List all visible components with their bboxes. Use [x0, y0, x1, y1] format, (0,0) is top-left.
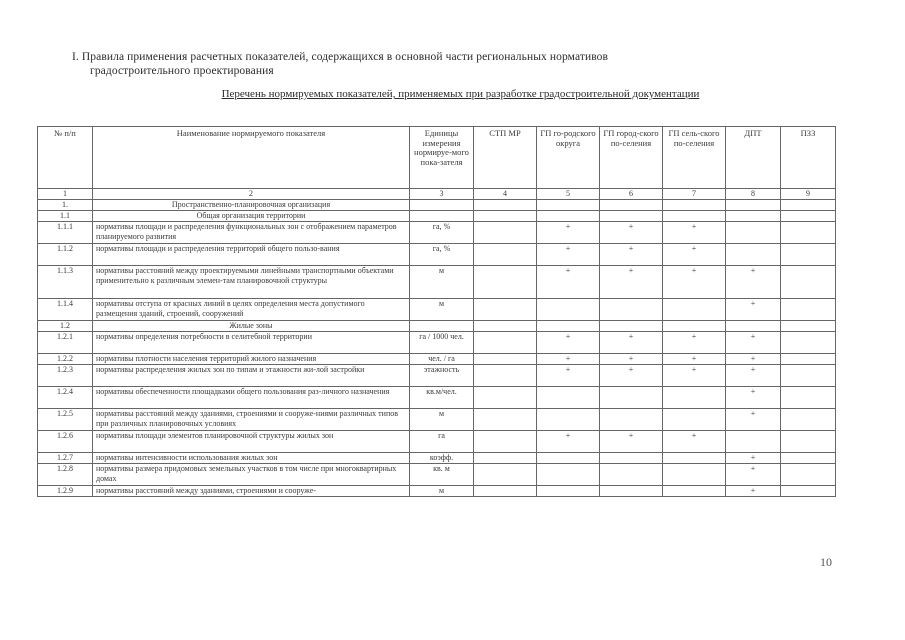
- applicability-cell: +: [537, 365, 600, 387]
- applicability-cell: +: [537, 332, 600, 354]
- applicability-cell: [781, 321, 836, 332]
- indicator-name: нормативы интенсивности использования жилых зон: [93, 453, 410, 464]
- indicator-name: нормативы определения потребности в селитебной территории: [93, 332, 410, 354]
- header-cell-gp-city-district: ГП го-родского округа: [537, 127, 600, 189]
- indicator-name: нормативы площади элементов планировочной структуры жилых зон: [93, 431, 410, 453]
- applicability-cell: +: [663, 222, 726, 244]
- applicability-cell: [663, 409, 726, 431]
- applicability-cell: [781, 299, 836, 321]
- table-row: [38, 354, 836, 365]
- applicability-cell: +: [726, 453, 781, 464]
- unit-cell: м: [410, 409, 474, 431]
- column-number: 4: [474, 189, 537, 200]
- header-cell-dpt: ДПТ: [726, 127, 781, 189]
- applicability-cell: [781, 486, 836, 497]
- applicability-cell: [726, 200, 781, 211]
- row-number: 1.2.6: [38, 431, 93, 453]
- applicability-cell: +: [726, 486, 781, 497]
- indicator-name: нормативы площади и распределения функциональных зон с отображением параметров планируемого развития: [93, 222, 410, 244]
- row-number: 1.2.1: [38, 332, 93, 354]
- applicability-cell: [537, 409, 600, 431]
- row-number: 1.1.2: [38, 244, 93, 266]
- indicator-name: нормативы размера придомовых земельных участков в том числе при многоквартирных домах: [93, 464, 410, 486]
- unit-cell: [410, 321, 474, 332]
- applicability-cell: [600, 200, 663, 211]
- applicability-cell: [474, 453, 537, 464]
- applicability-cell: [663, 321, 726, 332]
- applicability-cell: [781, 266, 836, 299]
- applicability-cell: [474, 365, 537, 387]
- table-row: [38, 365, 836, 387]
- applicability-cell: [663, 486, 726, 497]
- indicator-name: нормативы площади и распределения территорий общего пользо-вания: [93, 244, 410, 266]
- applicability-cell: +: [537, 222, 600, 244]
- applicability-cell: [474, 409, 537, 431]
- applicability-cell: +: [726, 266, 781, 299]
- heading-line-1: I. Правила применения расчетных показателей, содержащихся в основной части региональных нормативов: [72, 51, 609, 63]
- indicator-name: нормативы обеспеченности площадками общего пользования раз-личного назначения: [93, 387, 410, 409]
- applicability-cell: [726, 222, 781, 244]
- applicability-cell: [600, 486, 663, 497]
- applicability-cell: [663, 299, 726, 321]
- indicator-name: нормативы расстояний между зданиями, строениями и сооруже-: [93, 486, 410, 497]
- applicability-cell: [781, 211, 836, 222]
- applicability-cell: [726, 211, 781, 222]
- table-row: [38, 332, 836, 354]
- row-number: 1.: [38, 200, 93, 211]
- applicability-cell: +: [663, 365, 726, 387]
- header-cell-pzz: ПЗЗ: [781, 127, 836, 189]
- applicability-cell: [663, 464, 726, 486]
- applicability-cell: [474, 354, 537, 365]
- applicability-cell: +: [537, 244, 600, 266]
- applicability-cell: +: [537, 354, 600, 365]
- row-number: 1.2.9: [38, 486, 93, 497]
- header-cell-gp-urban-settlement: ГП город-ского по-селения: [600, 127, 663, 189]
- page-number: 10: [820, 555, 832, 569]
- column-number: 5: [537, 189, 600, 200]
- row-number: 1.1: [38, 211, 93, 222]
- applicability-cell: +: [600, 266, 663, 299]
- applicability-cell: [600, 387, 663, 409]
- section-row: [38, 321, 836, 332]
- unit-cell: м: [410, 486, 474, 497]
- unit-cell: коэфф.: [410, 453, 474, 464]
- applicability-cell: [474, 299, 537, 321]
- row-number: 1.2.8: [38, 464, 93, 486]
- section-title: Пространственно-планировочная организация: [93, 200, 410, 211]
- applicability-cell: [600, 453, 663, 464]
- header-cell-name: Наименование нормируемого показателя: [93, 127, 410, 189]
- applicability-cell: [781, 244, 836, 266]
- applicability-cell: +: [663, 332, 726, 354]
- applicability-cell: [781, 365, 836, 387]
- row-number: 1.1.3: [38, 266, 93, 299]
- header-row: [38, 127, 836, 189]
- applicability-cell: [726, 321, 781, 332]
- applicability-cell: [537, 211, 600, 222]
- indicator-name: нормативы расстояний между проектируемыми линейными транспортными объектами применительно к различным элемен-там планировочной структуры: [93, 266, 410, 299]
- table-row: [38, 266, 836, 299]
- applicability-cell: [600, 211, 663, 222]
- section-title: Жилые зоны: [93, 321, 410, 332]
- applicability-cell: [781, 222, 836, 244]
- applicability-cell: [474, 431, 537, 453]
- column-number: 1: [38, 189, 93, 200]
- section-title: Общая организация территории: [93, 211, 410, 222]
- table-row: [38, 244, 836, 266]
- table-row: [38, 299, 836, 321]
- applicability-cell: [663, 387, 726, 409]
- applicability-cell: [474, 244, 537, 266]
- applicability-cell: +: [537, 431, 600, 453]
- row-number: 1.1.1: [38, 222, 93, 244]
- applicability-cell: +: [600, 222, 663, 244]
- applicability-cell: [474, 464, 537, 486]
- column-number-row: [38, 189, 836, 200]
- applicability-cell: +: [726, 365, 781, 387]
- indicator-name: нормативы расстояний между зданиями, строениями и сооруже-ниями различных типов при различных планировочных условиях: [93, 409, 410, 431]
- applicability-cell: +: [726, 299, 781, 321]
- header-cell-stp-mr: СТП МР: [474, 127, 537, 189]
- applicability-cell: [537, 200, 600, 211]
- applicability-cell: [474, 387, 537, 409]
- column-number: 6: [600, 189, 663, 200]
- table-row: [38, 387, 836, 409]
- section-row: [38, 211, 836, 222]
- applicability-cell: [537, 299, 600, 321]
- table-row: [38, 222, 836, 244]
- applicability-cell: +: [726, 409, 781, 431]
- applicability-cell: [474, 200, 537, 211]
- unit-cell: га / 1000 чел.: [410, 332, 474, 354]
- row-number: 1.2.2: [38, 354, 93, 365]
- unit-cell: [410, 211, 474, 222]
- table-row: [38, 453, 836, 464]
- applicability-cell: [781, 464, 836, 486]
- applicability-cell: [600, 409, 663, 431]
- applicability-cell: [537, 453, 600, 464]
- applicability-cell: [600, 464, 663, 486]
- applicability-cell: [474, 321, 537, 332]
- applicability-cell: [474, 332, 537, 354]
- applicability-cell: [781, 387, 836, 409]
- applicability-cell: +: [663, 244, 726, 266]
- indicator-name: нормативы распределения жилых зон по типам и этажности жи-лой застройки: [93, 365, 410, 387]
- header-cell-number: № п/п: [38, 127, 93, 189]
- table-row: [38, 464, 836, 486]
- applicability-cell: [663, 200, 726, 211]
- unit-cell: этажность: [410, 365, 474, 387]
- row-number: 1.2.3: [38, 365, 93, 387]
- unit-cell: кв. м: [410, 464, 474, 486]
- row-number: 1.2: [38, 321, 93, 332]
- table-body: [38, 200, 836, 497]
- table-row: [38, 431, 836, 453]
- applicability-cell: [537, 486, 600, 497]
- header-cell-gp-rural-settlement: ГП сель-ского по-селения: [663, 127, 726, 189]
- applicability-cell: [781, 431, 836, 453]
- applicability-cell: +: [600, 431, 663, 453]
- applicability-cell: +: [663, 431, 726, 453]
- unit-cell: кв.м/чел.: [410, 387, 474, 409]
- applicability-cell: [537, 321, 600, 332]
- table-row: [38, 409, 836, 431]
- column-number: 8: [726, 189, 781, 200]
- norms-table: [37, 126, 836, 497]
- table-row: [38, 486, 836, 497]
- indicator-name: нормативы плотности населения территорий жилого назначения: [93, 354, 410, 365]
- column-number: 7: [663, 189, 726, 200]
- unit-cell: чел. / га: [410, 354, 474, 365]
- table-caption: Перечень нормируемых показателей, применяемых при разработке градостроительной документации: [221, 88, 700, 100]
- unit-cell: м: [410, 299, 474, 321]
- applicability-cell: [663, 211, 726, 222]
- applicability-cell: +: [600, 332, 663, 354]
- applicability-cell: [781, 332, 836, 354]
- applicability-cell: [474, 486, 537, 497]
- unit-cell: га, %: [410, 222, 474, 244]
- applicability-cell: [726, 244, 781, 266]
- applicability-cell: +: [600, 365, 663, 387]
- applicability-cell: [663, 453, 726, 464]
- section-row: [38, 200, 836, 211]
- row-number: 1.1.4: [38, 299, 93, 321]
- applicability-cell: [600, 299, 663, 321]
- applicability-cell: +: [600, 354, 663, 365]
- applicability-cell: +: [600, 244, 663, 266]
- applicability-cell: [726, 431, 781, 453]
- applicability-cell: [474, 222, 537, 244]
- row-number: 1.2.5: [38, 409, 93, 431]
- applicability-cell: [600, 321, 663, 332]
- applicability-cell: +: [663, 266, 726, 299]
- unit-cell: га: [410, 431, 474, 453]
- applicability-cell: +: [726, 387, 781, 409]
- unit-cell: м: [410, 266, 474, 299]
- applicability-cell: +: [726, 464, 781, 486]
- applicability-cell: [474, 211, 537, 222]
- applicability-cell: [781, 354, 836, 365]
- applicability-cell: +: [537, 266, 600, 299]
- applicability-cell: [474, 266, 537, 299]
- applicability-cell: [537, 464, 600, 486]
- heading-line-2: градостроительного проектирования: [90, 65, 274, 77]
- unit-cell: га, %: [410, 244, 474, 266]
- header-cell-unit: Единицы измерения нормируе-мого пока-зателя: [410, 127, 474, 189]
- row-number: 1.2.7: [38, 453, 93, 464]
- unit-cell: [410, 200, 474, 211]
- applicability-cell: +: [726, 332, 781, 354]
- row-number: 1.2.4: [38, 387, 93, 409]
- applicability-cell: [781, 200, 836, 211]
- column-number: 2: [93, 189, 410, 200]
- applicability-cell: [781, 409, 836, 431]
- applicability-cell: +: [726, 354, 781, 365]
- applicability-cell: [537, 387, 600, 409]
- applicability-cell: [781, 453, 836, 464]
- column-number: 3: [410, 189, 474, 200]
- applicability-cell: +: [663, 354, 726, 365]
- column-number: 9: [781, 189, 836, 200]
- indicator-name: нормативы отступа от красных линий в целях определения места допустимого размещения зданий, строений, сооружений: [93, 299, 410, 321]
- document-heading: [72, 50, 812, 78]
